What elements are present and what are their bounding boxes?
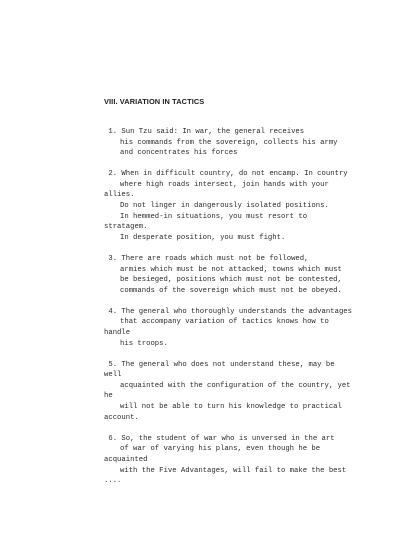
text-line: and concentrates his forces (120, 149, 238, 158)
text-line: In hemmed-in situations, you must resort to (120, 212, 308, 221)
text-line: well (104, 371, 122, 380)
text-line: 2. When in difficult country, do not encamp. In country (104, 170, 348, 179)
text-line: will not be able to turn his knowledge to practical (120, 403, 342, 412)
paragraph-3 (104, 254, 404, 296)
text-line: of war of varying his plans, even though he be (120, 445, 321, 454)
text-line: account. (104, 413, 139, 422)
text-line: acquainted with the configuration of the country, yet (120, 381, 351, 390)
text-line: 4. The general who thoroughly understands the advantages (104, 307, 352, 316)
text-line: with the Five Advantages, will fail to make the best (120, 466, 347, 475)
text-line: 6. So, the student of war who is unversed in the art (104, 434, 335, 443)
body-text (104, 127, 404, 497)
text-line: he (104, 392, 113, 401)
chapter-heading: VIII. VARIATION IN TACTICS (104, 97, 205, 106)
text-line: stratagem. (104, 223, 148, 232)
paragraph-6 (104, 434, 404, 487)
text-line: handle (104, 329, 131, 337)
paragraph-1 (104, 127, 404, 159)
text-line: In desperate position, you must fight. (120, 233, 286, 242)
text-line: where high roads intersect, join hands with your (120, 180, 329, 189)
text-line: Do not linger in dangerously isolated positions. (120, 202, 329, 211)
text-line: armies which must be not attacked, towns which must (120, 265, 342, 274)
paragraph-2 (104, 169, 404, 243)
text-line: .... (104, 477, 122, 486)
text-line: commands of the sovereign which must not be obeyed. (120, 286, 342, 295)
text-line: his troops. (120, 339, 168, 348)
text-line: 1. Sun Tzu said: In war, the general receives (104, 128, 305, 136)
text-line: allies. (104, 191, 135, 200)
text-line: 3. There are roads which must not be followed, (104, 254, 309, 263)
text-line: acquainted (104, 455, 148, 464)
text-line: be besieged, positions which must not be contested, (120, 276, 342, 285)
text-line: his commands from the sovereign, collects his army (120, 138, 338, 147)
paragraph-4 (104, 307, 404, 349)
text-line: 5. The general who does not understand these, may be (104, 360, 335, 369)
paragraph-5 (104, 360, 404, 424)
text-line: that accompany variation of tactics knows how to (120, 318, 329, 327)
